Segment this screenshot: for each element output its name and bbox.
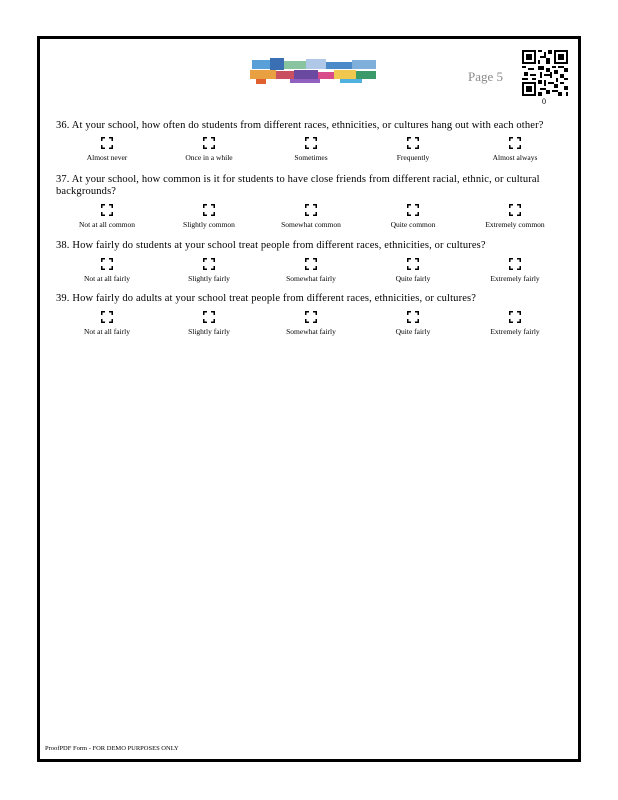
option-label: Extremely fairly — [490, 274, 540, 283]
option-sometimes[interactable] — [260, 136, 362, 162]
option-once-in-a-while[interactable] — [158, 136, 260, 162]
option-label: Frequently — [396, 153, 430, 162]
checkbox-icon[interactable] — [304, 257, 318, 271]
checkbox-icon[interactable] — [508, 310, 522, 324]
option-somewhat-fairly[interactable] — [260, 310, 362, 336]
option-label: Not at all common — [78, 220, 136, 229]
option-label: Sometimes — [294, 153, 328, 162]
option-almost-never[interactable] — [56, 136, 158, 162]
question-37-options — [56, 203, 566, 233]
option-label: Somewhat fairly — [286, 327, 336, 336]
checkbox-icon[interactable] — [202, 310, 216, 324]
survey-page — [37, 36, 581, 762]
question-36-options — [56, 136, 566, 166]
checkbox-icon[interactable] — [406, 257, 420, 271]
checkbox-icon[interactable] — [100, 310, 114, 324]
question-37-text: 37. At your school, how common is it for students to have close friends from different racial, ethnic, or cultural backgrounds? — [56, 174, 540, 197]
option-slightly-fairly[interactable] — [158, 257, 260, 283]
option-label: Not at all fairly — [83, 274, 131, 283]
option-almost-always[interactable] — [464, 136, 566, 162]
question-36-text: 36. At your school, how often do students from different races, ethnicities, or cultures hang out with each other? — [56, 120, 544, 131]
option-label: Slightly common — [183, 220, 235, 229]
qr-code — [522, 50, 568, 96]
option-frequently[interactable] — [362, 136, 464, 162]
checkbox-icon[interactable] — [100, 203, 114, 217]
option-label: Almost always — [492, 153, 538, 162]
checkbox-icon[interactable] — [304, 136, 318, 150]
option-extremely-fairly[interactable] — [464, 310, 566, 336]
option-label: Slightly fairly — [188, 327, 230, 336]
option-label: Slightly fairly — [188, 274, 230, 283]
option-quite-fairly[interactable] — [362, 257, 464, 283]
option-label: Quite fairly — [395, 327, 431, 336]
checkbox-icon[interactable] — [100, 257, 114, 271]
checkbox-icon[interactable] — [100, 136, 114, 150]
option-label: Quite common — [390, 220, 436, 229]
page-number: Page 5 — [468, 69, 504, 84]
option-not-at-all-fairly[interactable] — [56, 310, 158, 336]
checkbox-icon[interactable] — [202, 136, 216, 150]
question-38-text: 38. How fairly do students at your school treat people from different races, ethnicities, or cultures? — [56, 240, 486, 251]
option-label: Extremely fairly — [490, 327, 540, 336]
option-label: Extremely common — [485, 220, 545, 229]
option-label: Quite fairly — [395, 274, 431, 283]
option-not-at-all-fairly[interactable] — [56, 257, 158, 283]
checkbox-icon[interactable] — [202, 203, 216, 217]
checkbox-icon[interactable] — [508, 257, 522, 271]
option-somewhat-fairly[interactable] — [260, 257, 362, 283]
question-39-text: 39. How fairly do adults at your school treat people from different races, ethnicities, or cultures? — [56, 293, 477, 304]
option-somewhat-common[interactable] — [260, 203, 362, 229]
checkbox-icon[interactable] — [508, 203, 522, 217]
checkbox-icon[interactable] — [202, 257, 216, 271]
option-label: Somewhat common — [281, 220, 341, 229]
option-slightly-fairly[interactable] — [158, 310, 260, 336]
option-label: Once in a while — [185, 153, 233, 162]
checkbox-icon[interactable] — [406, 203, 420, 217]
option-not-at-all-common[interactable] — [56, 203, 158, 229]
checkbox-icon[interactable] — [508, 136, 522, 150]
school-logo — [250, 58, 378, 84]
option-extremely-fairly[interactable] — [464, 257, 566, 283]
option-label: Almost never — [86, 153, 128, 162]
option-quite-fairly[interactable] — [362, 310, 464, 336]
footer-demo-notice: ProofPDF Form - FOR DEMO PURPOSES ONLY — [45, 745, 179, 752]
question-38-options — [56, 257, 566, 287]
checkbox-icon[interactable] — [406, 136, 420, 150]
option-extremely-common[interactable] — [464, 203, 566, 229]
option-label: Somewhat fairly — [286, 274, 336, 283]
option-label: Not at all fairly — [83, 327, 131, 336]
option-quite-common[interactable] — [362, 203, 464, 229]
checkbox-icon[interactable] — [304, 310, 318, 324]
qr-caption: 0 — [542, 97, 546, 106]
option-slightly-common[interactable] — [158, 203, 260, 229]
question-39-options — [56, 310, 566, 340]
checkbox-icon[interactable] — [406, 310, 420, 324]
checkbox-icon[interactable] — [304, 203, 318, 217]
